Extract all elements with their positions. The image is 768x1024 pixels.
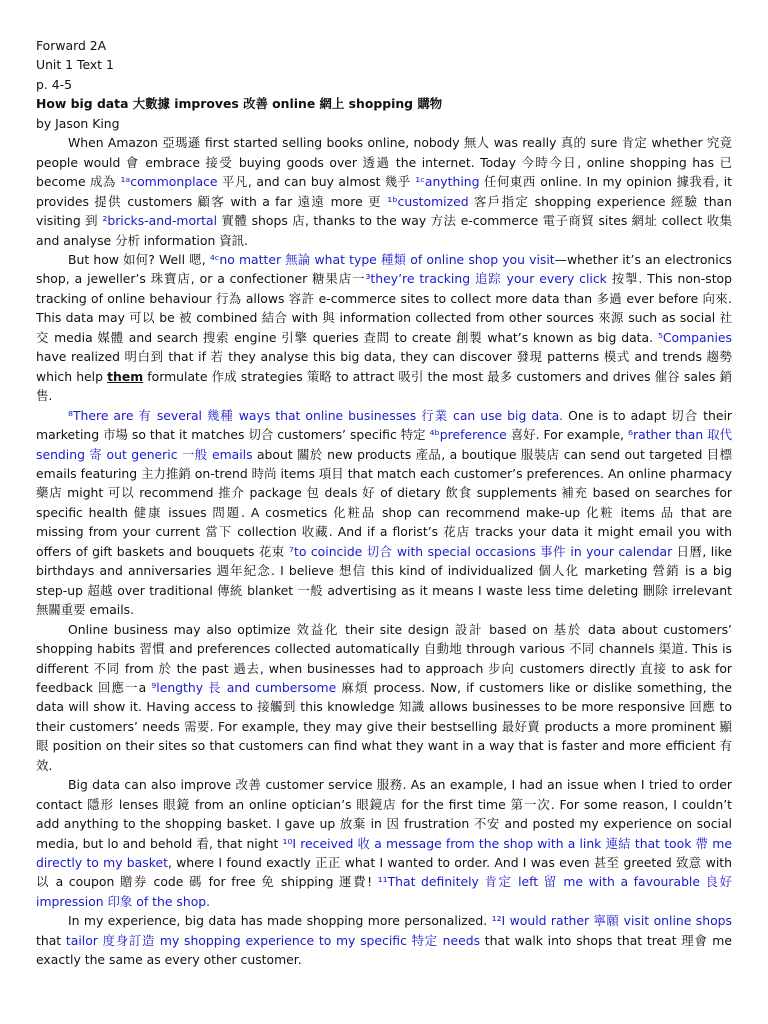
text-run: In my experience, big data has made shopping more personalized. [68, 913, 492, 929]
article-author: by Jason King [36, 115, 120, 131]
text-run: Big data can also improve 改善 customer service 服務. As an example, I had an issue when I tried to order contact 隱形 lenses 眼鏡 from an online optician’s 眼鏡店 for the first time 第一次. For some reason, I couldn’t add anything to the shopping basket. I gave up 放棄 in 因 frustration 不安 and posted my experience on social media, but lo and behold 看, that night [36, 777, 732, 851]
text-run: about 關於 new products 產品, a boutique 服裝店 can send out targeted 目標 emails featuring 主力推銷 on-trend 時尚 items 項目 that match each customer’s preferences. An online pharmacy 藥店 might 可以 recommend 推介 package 包 deals 好 of dietary 飲食 supplements 補充 based on searches for specific health 健康 issues 問題. A cosmetics 化粧品 shop can recommend make-up 化粧 items 品 that are missing from your current 當下 collection 收藏. And if a florist’s 花店 tracks your data it might email you with offers of gift baskets and bouquets 花束 [36, 446, 732, 559]
text-run: But how 如何? Well 嗯, [68, 251, 210, 267]
text-run: 按掣. This non-stop tracking of online behaviour 行為 allows 容許 e-commerce sites to collect more data than 多過 ever before 向來. This data may 可以 be 被 combined 結合 with 與 information collected from other sources 來源 such as social 社交 media 媒體 and search 搜索 engine 引擎 queries 查問 to create 創製 what’s known as big data. [36, 271, 732, 345]
highlighted-phrase: ¹¹That definitely 肯定 left 留 me with a favourable 良好 impression 印象 of the shop. [36, 874, 732, 909]
paragraph [36, 133, 732, 250]
text-run: 麻煩 process. Now, if customers like or dislike something, the data will show it. Having access to 接觸到 this knowledge 知識 allows businesses to be more responsive 回應 to their customers’ needs 需要. For example, they may give their bestselling 最好賣 products a more prominent 顯眼 position on their sites so that customers can find what they want in a way that is faster and more efficient 有效. [36, 679, 732, 773]
paragraph [36, 911, 732, 969]
highlighted-phrase: ¹⁰I received 收 a message from the shop with a link 連結 that took 帶 me directly to my basket [36, 835, 732, 871]
text-run: formulate 作成 strategies 策略 to attract 吸引 the most 最多 customers and drives 催谷 sales 銷售. [36, 368, 732, 404]
paragraph [36, 775, 732, 911]
text-run: 喜好. For example, [506, 427, 629, 443]
text-run: , where I found exactly 正正 what I wanted to order. And I was even 甚至 greeted 致意 with 以 a coupon 贈券 code 碼 for free 免 shipping 運費! [36, 855, 732, 890]
text-run: —whether it’s an electronics shop, a jeweller’s 珠寶店, or a confectioner 糖果店一 [36, 251, 732, 287]
highlighted-phrase: ¹ᶜanything [415, 174, 480, 190]
text-run: 實體 shops 店, thanks to the way 方法 e-commerce 電子商貿 sites 網址 collect 收集 and analyse 分析 information 資訊. [36, 213, 733, 248]
page-range: p. 4-5 [36, 76, 72, 92]
highlighted-phrase: ¹ᵇcustomized [387, 193, 469, 209]
text-run: 日曆, like birthdays and anniversaries 週年紀念. I believe 想信 this kind of individualized 個人化 marketing 營銷 is a big step-up 超越 over traditional 傳統 blanket 一般 advertising as it means I waste less time deleting 刪除 irrelevant 無關重要 emails. [36, 543, 732, 618]
highlighted-phrase: ⁵Companies [657, 329, 732, 345]
paragraph [36, 250, 732, 406]
text-run: that [36, 932, 66, 948]
text-run: 任何東西 online. In my opinion 據我看, it provides 提供 customers 顧客 with a far 遠遠 more 更 [36, 174, 733, 209]
course-name: Forward 2A [36, 38, 107, 53]
highlighted-phrase: ⁷to coincide 切合 with special occasions 事件 in your calendar [289, 543, 673, 559]
article-body [36, 133, 732, 969]
highlighted-phrase: ²bricks-and-mortal [102, 213, 218, 229]
highlighted-phrase: ⁴ᶜno matter 無論 what type 種類 of online shop you visit [209, 251, 555, 267]
highlighted-phrase: ⁶rather than 取代 sending 寄 out generic 一般 emails [36, 427, 733, 462]
text-run: Online business may also optimize 效益化 their site design 設計 based on 基於 data about customers’ shopping habits 習慣 and preferences collected automatically 自動地 through various 不同 channels 渠道. This is different 不同 from 於 the past 過去, when businesses had to approach 步向 customers directly 直接 to ask for feedback 回應一a [36, 621, 732, 695]
text-run: 平凡, and can buy almost 幾乎 [217, 174, 416, 190]
paragraph [36, 406, 732, 620]
highlighted-phrase: ¹²I would rather 寧願 visit online shops [491, 913, 733, 929]
text-run: have realized 明白到 that if 若 they analyse this big data, they can discover 發現 patterns 模式 and trends 趨勢 which help [36, 349, 732, 384]
underlined-word: them [107, 368, 144, 384]
text-run: When Amazon 亞瑪遜 first started selling books online, nobody 無人 was really 真的 sure 肯定 whether 究竟 people would 會 embrace 接受 buying goods over 透過 the internet. Today 今時今日, online shopping has 已 become 成為 [36, 135, 732, 190]
highlighted-phrase: ⁴ᵇpreference [429, 427, 507, 443]
highlighted-phrase: tailor 度身訂造 my shopping experience to my specific 特定 needs [65, 932, 481, 948]
article-title: How big data 大數據 improves 改善 online 網上 shopping 購物 [36, 96, 443, 112]
highlighted-phrase: ⁹lengthy 長 and cumbersome [151, 679, 337, 695]
paragraph [36, 620, 732, 776]
text-run: One is to adapt 切合 their marketing 市場 so that it matches 切合 customers’ specific 特定 [36, 407, 732, 443]
highlighted-phrase: ³they’re tracking 追踪 your every click [365, 271, 607, 287]
text-run: that walk into shops that treat 理會 me exactly the same as every other customer. [36, 932, 732, 968]
highlighted-phrase: ⁸There are 有 several 幾種 ways that online businesses 行業 can use big data. [68, 407, 564, 423]
highlighted-phrase: ¹ᵃcommonplace [120, 174, 218, 190]
text-run: 客戶指定 shopping experience 經驗 than visiting 到 [36, 193, 732, 229]
unit-text: Unit 1 Text 1 [36, 57, 114, 73]
